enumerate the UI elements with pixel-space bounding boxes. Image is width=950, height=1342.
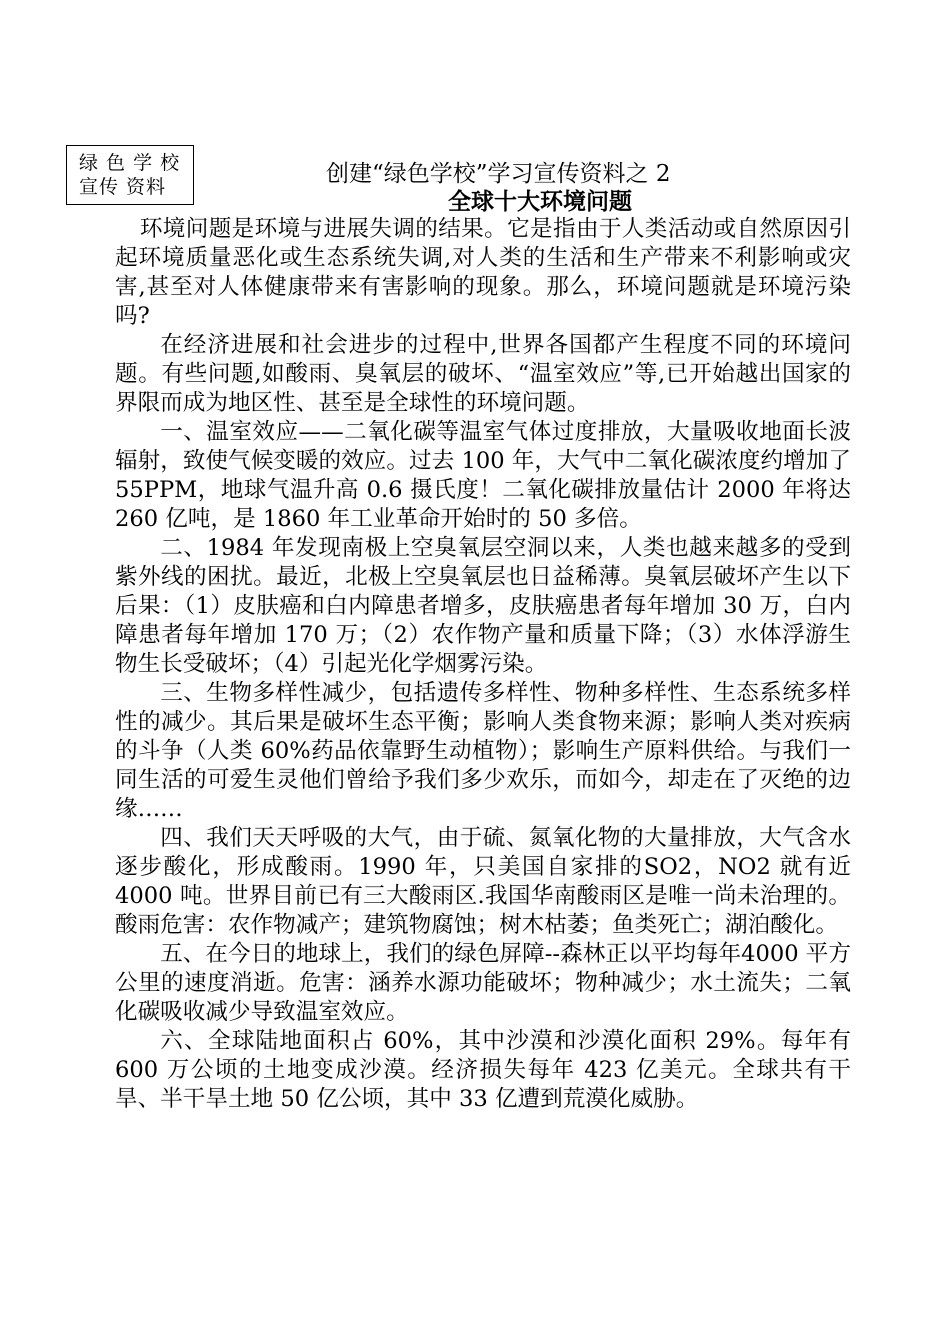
paragraph-ozone-layer: 二、1984 年发现南极上空臭氧层空洞以来，人类也越来越多的受到紫外线的困扰。最近，北极上空臭氧层也日益稀薄。臭氧层破坏产生以下后果：（1）皮肤癌和白内障患者增多，皮肤癌患者每年增加 30 万，白内障患者每年增加 170 万；（2）农作物产量和质量下降；（3）水体浮游生物生长受破坏；（4）引起光化学烟雾污染。: [115, 535, 851, 677]
document-title: 创建“绿色学校”学习宣传资料之 2: [326, 161, 671, 187]
paragraph-desertification: 六、全球陆地面积占 60%，其中沙漠和沙漠化面积 29%。每年有 600 万公顷的土地变成沙漠。经济损失每年 423 亿美元。全球共有干旱、半干旱土地 50 亿公顷，其中 33 亿遭到荒漠化威胁。: [115, 1028, 851, 1112]
paragraph-intro: 环境问题是环境与进展失调的结果。它是指由于人类活动或自然原因引起环境质量恶化或生态系统失调,对人类的生活和生产带来不利影响或灾害,甚至对人体健康带来有害影响的现象。那么，环境问题就是环境污染吗?: [115, 216, 851, 329]
stamp-line-1: 绿 色 学 校: [79, 152, 181, 174]
paragraph-acid-rain: 四、我们天天呼吸的大气，由于硫、氮氧化物的大量排放，大气含水逐步酸化，形成酸雨。1990 年，只美国自家排的SO2，NO2 就有近 4000 吨。世界目前已有三大酸雨区.我国华南酸雨区是唯一尚未治理的。酸雨危害：农作物减产；建筑物腐蚀；树木枯萎；鱼类死亡；湖泊酸化。: [115, 825, 851, 938]
article-body: [115, 215, 851, 1114]
stamp-line-2: 宣传 资料: [79, 176, 167, 198]
green-school-stamp: [66, 145, 194, 205]
paragraph-context: 在经济进展和社会进步的过程中,世界各国都产生程度不同的环境问题。有些问题,如酸雨、臭氧层的破坏、“温室效应”等,已开始越出国家的界限而成为地区性、甚至是全球性的环境问题。: [115, 332, 851, 416]
document-subtitle: 全球十大环境问题: [448, 188, 632, 215]
paragraph-deforestation: 五、在今日的地球上，我们的绿色屏障--森林正以平均每年4000 平方公里的速度消逝。危害：涵养水源功能破坏；物种减少；水土流失；二氧化碳吸收减少导致温室效应。: [115, 941, 851, 1025]
paragraph-biodiversity: 三、生物多样性减少，包括遗传多样性、物种多样性、生态系统多样性的减少。其后果是破坏生态平衡；影响人类食物来源；影响人类对疾病的斗争（人类 60%药品依靠野生动植物）；影响生产原料供给。与我们一同生活的可爱生灵他们曾给予我们多少欢乐，而如今，却走在了灭绝的边缘……: [115, 680, 851, 822]
paragraph-greenhouse-effect: 一、温室效应——二氧化碳等温室气体过度排放，大量吸收地面长波辐射，致使气候变暖的效应。过去 100 年，大气中二氧化碳浓度约增加了 55PPM，地球气温升高 0.6 摄氏度！二氧化碳排放量估计 2000 年将达 260 亿吨，是 1860 年工业革命开始时的 50 多倍。: [115, 419, 851, 532]
